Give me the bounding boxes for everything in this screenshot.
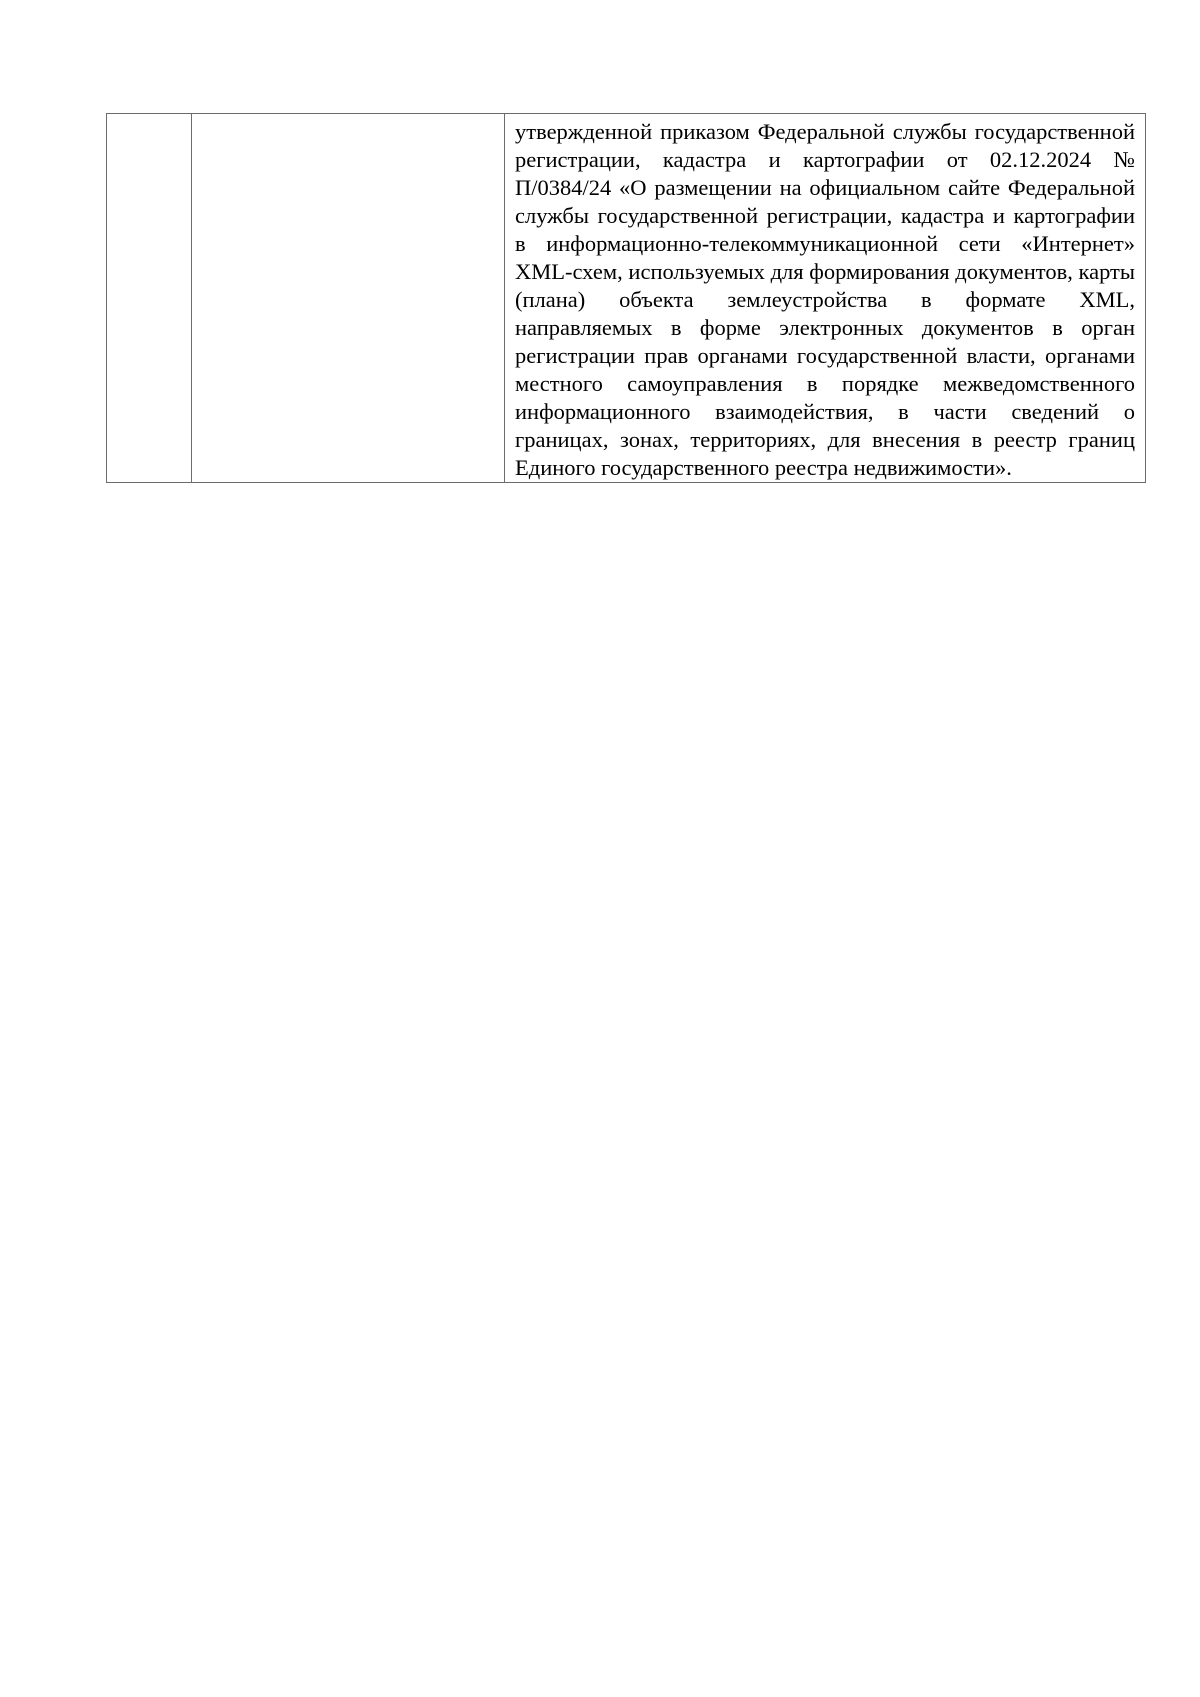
document-table	[106, 113, 1146, 483]
cell-body-text: утвержденной приказом Федеральной службы государственной регистрации, кадастра и картографии от 02.12.2024 № П/0384/24 «О размещении на официальном сайте Федеральной службы государственной регистрации, кадастра и картографии в информационно-телекоммуникационной сети «Интернет» XML-схем, используемых для формирования документов, карты (плана) объекта землеустройства в формате XML, направляемых в форме электронных документов в орган регистрации прав органами государственной власти, органами местного самоуправления в порядке межведомственного информационного взаимодействия, в части сведений о границах, зонах, территориях, для внесения в реестр границ Единого государственного реестра недвижимости».	[515, 119, 1135, 480]
table-row	[107, 114, 1146, 483]
table-cell-text	[505, 114, 1146, 483]
table-cell-number	[107, 114, 192, 483]
table-cell-name	[192, 114, 505, 483]
